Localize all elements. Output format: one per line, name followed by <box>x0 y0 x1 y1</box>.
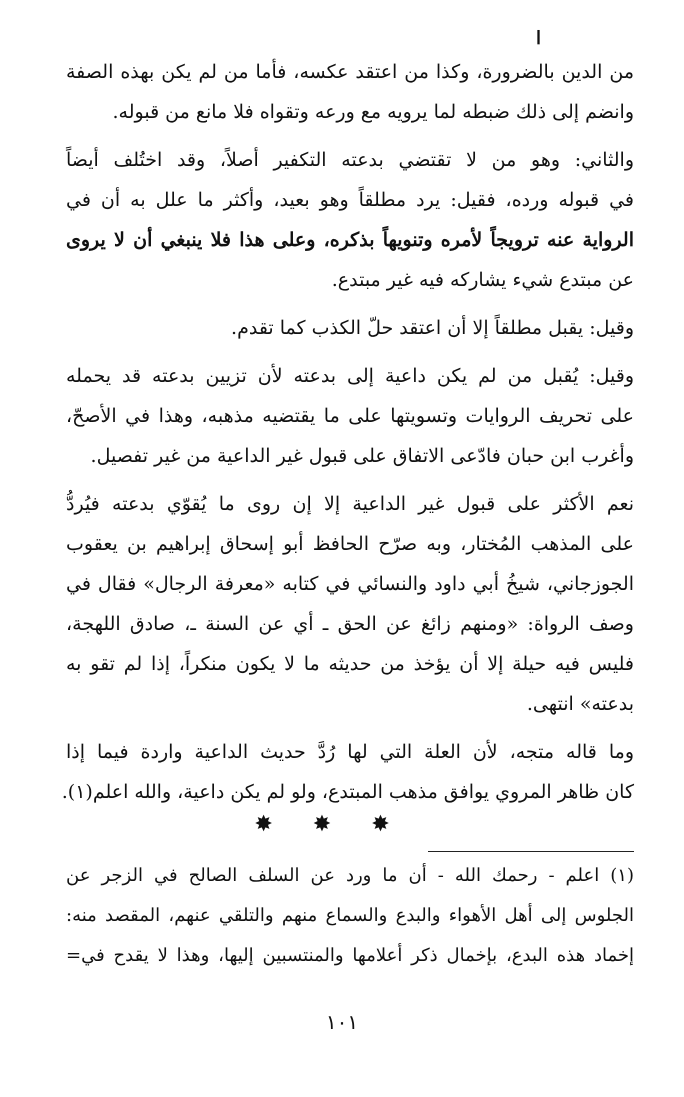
body-text <box>61 52 634 812</box>
text-line: الجوزجاني، شيخُ أبي داود والنسائي في كتابه «معرفة الرجال» فقال في <box>66 573 634 595</box>
paragraph <box>66 140 634 300</box>
text-line: في قبوله ورده، فقيل: يرد مطلقاً وهو بعيد، وأكثر ما علل به أن في <box>66 189 634 211</box>
text-line: وانضم إلى ذلك ضبطه لما يرويه مع ورعه وتقواه فلا مانع من قبوله. <box>112 101 634 123</box>
footnote-line: (١) اعلم - رحمك الله - أن ما ورد عن السلف الصالح في الزجر عن <box>66 865 634 886</box>
text-line: على المذهب المُختار، وبه صرّح الحافظ أبو إسحاق إبراهيم بن يعقوب <box>66 533 634 555</box>
text-line: والثاني: وهو من لا تقتضي بدعته التكفير أصلاً، وقد اختُلف أيضاً <box>66 149 634 171</box>
page-number: ١٠١ <box>325 1010 359 1034</box>
footnote-line: الجلوس إلى أهل الأهواء والبدع والسماع منهم والتلقي عنهم، المقصد منه: <box>66 905 634 926</box>
footnote-line: إخماد هذه البدع، بإخمال ذكر أعلامها والمنتسبين إليها، وهذا لا يقدح في= <box>66 945 634 966</box>
text-line: وأغرب ابن حبان فادّعى الاتفاق على قبول غير الداعية من غير تفصيل. <box>90 445 634 467</box>
text-line: الرواية عنه ترويجاً لأمره وتنويهاً بذكره، وعلى هذا فلا ينبغي أن لا يروى <box>66 229 634 251</box>
text-line: وصف الرواة: «ومنهم زائغ عن الحق ـ أي عن السنة ـ، صادق اللهجة، <box>66 613 634 635</box>
paragraph <box>66 52 634 132</box>
text-line: وقيل: يُقبل من لم يكن داعية إلى بدعته لأن تزيين بدعته قد يحمله <box>66 365 634 387</box>
text-line: نعم الأكثر على قبول غير الداعية إلا إن روى ما يُقوّي بدعته فيُردُّ <box>66 493 634 515</box>
section-separator: ✸✸✸ <box>254 812 430 837</box>
text-line: وما قاله متجه، لأن العلة التي لها رُدَّ حديث الداعية واردة فيما إذا <box>66 741 634 763</box>
text-line: بدعته» انتهى. <box>526 693 634 715</box>
text-line: من الدين بالضرورة، وكذا من اعتقد عكسه، فأما من لم يكن بهذه الصفة <box>66 61 634 83</box>
top-mark: ا <box>536 28 542 49</box>
paragraph <box>66 356 634 476</box>
text-line: وقيل: يقبل مطلقاً إلا أن اعتقد حلّ الكذب كما تقدم. <box>231 317 634 339</box>
text-line: كان ظاهر المروي يوافق مذهب المبتدع، ولو لم يكن داعية، والله اعلم(١). <box>61 781 634 803</box>
text-line: فليس فيه حيلة إلا أن يؤخذ من حديثه ما لا يكون منكراً، إذا لم تقو به <box>66 653 634 675</box>
footnote <box>66 856 634 976</box>
text-line: عن مبتدع شيء يشاركه فيه غير مبتدع. <box>331 269 634 291</box>
paragraph <box>61 732 634 812</box>
paragraph <box>66 308 634 348</box>
text-line: على تحريف الروايات وتسويتها على ما يقتضيه مذهبه، وهذا في الأصحّ، <box>66 405 634 427</box>
footnote-divider <box>428 851 634 852</box>
paragraph <box>66 484 634 724</box>
